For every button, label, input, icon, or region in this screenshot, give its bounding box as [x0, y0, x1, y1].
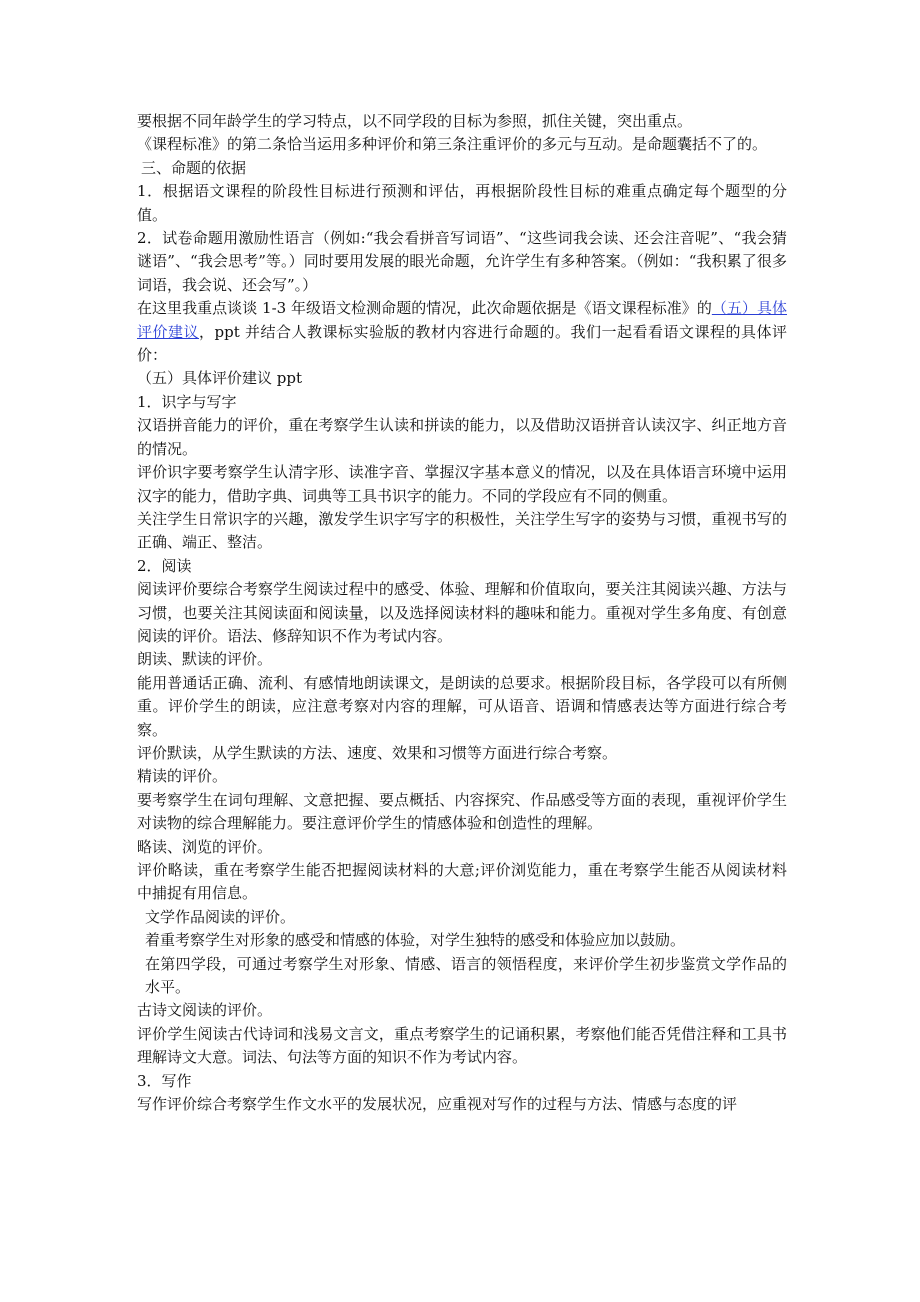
paragraph: 2．试卷命题用激励性语言（例如:“我会看拼音写词语”、“这些词我会读、还会注音呢”、“我会猜谜语”、“我会思考”等。）同时要用发展的眼光命题，允许学生有多种答案。（例如：“我积累了很多词语，我会说、还会写”。）	[137, 229, 787, 294]
section-heading: 2．阅读	[137, 556, 192, 575]
section-heading: 三、命题的依据	[141, 158, 247, 177]
link-paragraph-after: ，ppt 并结合人教课标实验版的教材内容进行命题的。我们一起看看语文课程的具体评价：	[137, 322, 787, 365]
paragraph: 在第四学段，可通过考察学生对形象、情感、语言的领悟程度，来评价学生初步鉴赏文学作品的水平。	[145, 954, 787, 997]
subheading: 古诗文阅读的评价。	[137, 1001, 273, 1020]
paragraph: 汉语拼音能力的评价，重在考察学生认读和拼读的能力，以及借助汉语拼音认读汉字、纠正地方音的情况。	[137, 416, 787, 458]
paragraph: 评价默读，从学生默读的方法、速度、效果和习惯等方面进行综合考察。	[137, 743, 618, 762]
paragraph: 《课程标准》的第二条恰当运用多种评价和第三条注重评价的多元与互动。是命题囊括不了的。	[137, 135, 768, 154]
paragraph: 评价略读，重在考察学生能否把握阅读材料的大意;评价浏览能力，重在考察学生能否从阅读材料中捕捉有用信息。	[137, 861, 787, 903]
paragraph-with-link	[137, 297, 787, 367]
paragraph: 阅读评价要综合考察学生阅读过程中的感受、体验、理解和价值取向，要关注其阅读兴趣、方法与习惯，也要关注其阅读面和阅读量，以及选择阅读材料的趣味和能力。重视对学生多角度、有创意阅读的评价。语法、修辞知识不作为考试内容。	[137, 580, 787, 645]
paragraph: 能用普通话正确、流利、有感情地朗读课文，是朗读的总要求。根据阶段目标，各学段可以有所侧重。评价学生的朗读，应注意考察对内容的理解，可从语音、语调和情感表达等方面进行综合考察。	[137, 673, 787, 739]
paragraph: 关注学生日常识字的兴趣，激发学生识字写字的积极性，关注学生写字的姿势与习惯，重视书写的正确、端正、整洁。	[137, 509, 787, 552]
paragraph: 评价学生阅读古代诗词和浅易文言文，重点考察学生的记诵积累，考察他们能否凭借注释和工具书理解诗文大意。词法、句法等方面的知识不作为考试内容。	[137, 1024, 787, 1067]
paragraph: 评价识字要考察学生认清字形、读准字音、掌握汉字基本意义的情况，以及在具体语言环境中运用汉字的能力，借助字典、词典等工具书识字的能力。不同的学段应有不同的侧重。	[137, 463, 787, 505]
paragraph: 写作评价综合考察学生作文水平的发展状况，应重视对写作的过程与方法、情感与态度的评	[137, 1095, 738, 1114]
link-paragraph-before: 在这里我重点谈谈 1-3 年级语文检测命题的情况，此次命题依据是《语文课程标准》的	[137, 299, 712, 318]
subheading: 精读的评价。	[137, 767, 228, 786]
subheading: 略读、浏览的评价。	[137, 837, 273, 856]
paragraph: 着重考察学生对形象的感受和情感的体验，对学生独特的感受和体验应加以鼓励。	[145, 931, 686, 950]
subheading: 朗读、默读的评价。	[137, 650, 273, 669]
paragraph: 要根据不同年龄学生的学习特点，以不同学段的目标为参照，抓住关键，突出重点。	[137, 112, 693, 130]
subheading: 文学作品阅读的评价。	[145, 907, 296, 926]
evaluation-suggestions-link[interactable]: （五）具体评价建议	[137, 299, 787, 341]
paragraph: 要考察学生在词句理解、文意把握、要点概括、内容探究、作品感受等方面的表现，重视评价学生对读物的综合理解能力。要注意评价学生的情感体验和创造性的理解。	[137, 790, 787, 833]
document-body	[137, 110, 787, 1116]
paragraph: 1．根据语文课程的阶段性目标进行预测和评估，再根据阶段性目标的难重点确定每个题型的分值。	[137, 182, 787, 224]
section-heading: 1．识字与写字	[137, 392, 237, 411]
section-heading: 3．写作	[137, 1071, 192, 1090]
section-heading: （五）具体评价建议 ppt	[137, 369, 303, 388]
